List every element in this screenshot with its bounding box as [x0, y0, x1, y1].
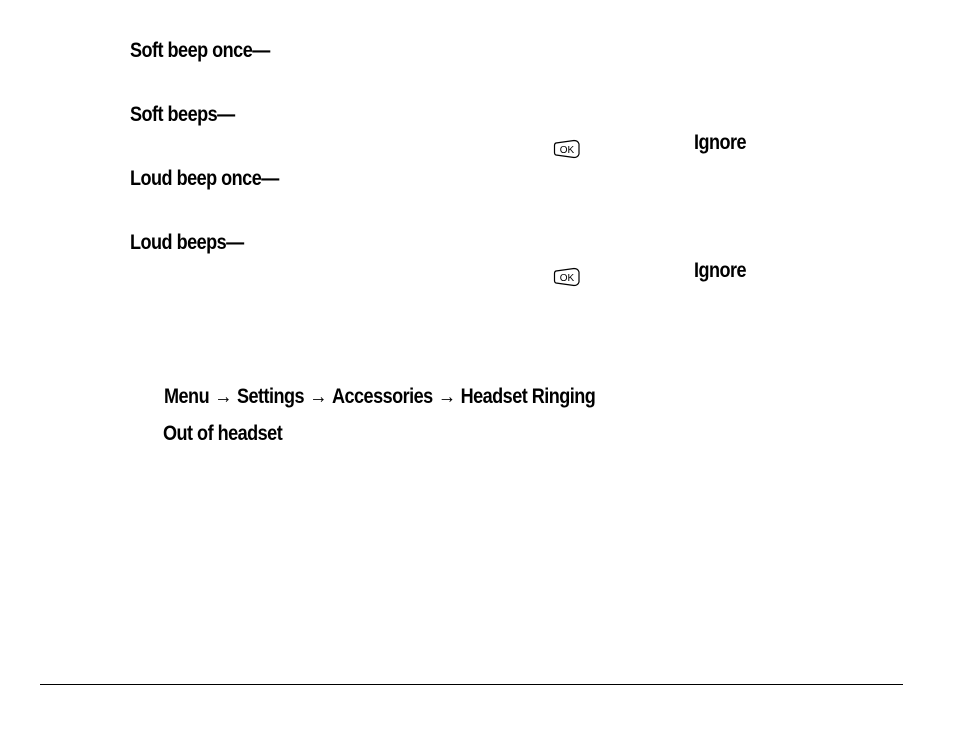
svg-text:OK: OK — [559, 273, 575, 284]
menu-path-settings: Settings — [236, 385, 305, 408]
soft-beep-once-label: Soft beep once— — [130, 39, 270, 62]
menu-path-headset-ringing: Headset Ringing — [460, 385, 596, 408]
menu-path-menu: Menu — [164, 385, 210, 408]
ok-key-icon — [553, 139, 581, 159]
svg-text:OK: OK — [559, 145, 575, 156]
loud-beep-once-label: Loud beep once— — [130, 167, 279, 190]
menu-path — [164, 386, 595, 407]
arrow-right-icon: → — [309, 385, 327, 408]
ignore-label-1: Ignore — [694, 131, 747, 154]
arrow-right-icon: → — [437, 385, 456, 408]
ok-key-icon — [553, 267, 581, 287]
footer-divider — [40, 684, 903, 685]
arrow-right-icon: → — [214, 385, 232, 408]
out-of-headset-option: Out of headset — [163, 422, 283, 445]
loud-beeps-label: Loud beeps— — [130, 231, 244, 254]
menu-path-accessories: Accessories — [331, 385, 433, 408]
soft-beeps-label: Soft beeps— — [130, 103, 235, 126]
ignore-label-2: Ignore — [694, 259, 747, 282]
